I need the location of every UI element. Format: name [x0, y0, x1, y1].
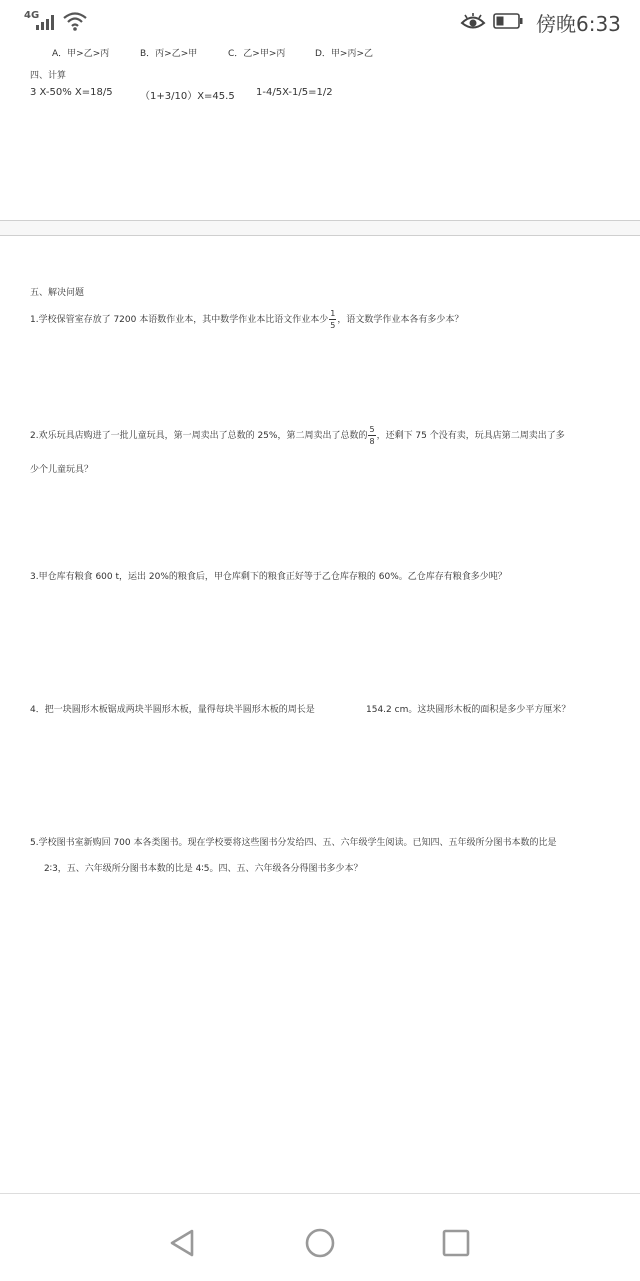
equation-1: 3 X-50% X=18/5 [30, 87, 113, 98]
section4-title: 四、计算 [30, 71, 67, 81]
fraction-numerator: 1 [330, 309, 336, 318]
fraction-five-eighths [368, 424, 375, 447]
choice-c: C．乙>甲>丙 [228, 49, 286, 59]
question-2-text-b: ，还剩下 75 个没有卖，玩具店第二周卖出了多 [376, 431, 565, 441]
back-button[interactable] [165, 1226, 199, 1260]
equation-2: （1+3/10）X=45.5 [140, 91, 235, 102]
question-3: 3.甲仓库有粮食 600 t，运出 20%的粮食后，甲仓库剩下的粮食正好等于乙仓库存粮的 60%。乙仓库存有粮食多少吨？ [30, 572, 507, 582]
fraction-denominator: 8 [369, 437, 375, 446]
question-2 [30, 424, 565, 447]
question-2-text-a: 2.欢乐玩具店购进了一批儿童玩具，第一周卖出了总数的 25%，第二周卖出了总数的 [30, 431, 368, 441]
network-type: 4G [24, 10, 40, 21]
fraction-numerator: 5 [369, 425, 375, 434]
battery-icon [493, 13, 523, 29]
equation-3: 1-4/5X-1/5=1/2 [256, 87, 333, 98]
section5-title: 五、解决问题 [30, 288, 85, 298]
question-5-line-1: 5.学校图书室新购回 700 本各类图书。现在学校要将这些图书分发给四、五、六年级学生阅读。已知四、五年级所分图书本数的比是 [30, 838, 557, 848]
status-bar [0, 0, 640, 44]
signal-icon [36, 14, 58, 30]
question-4-part-2: 154.2 cm。这块圆形木板的面积是多少平方厘米？ [366, 705, 571, 715]
wifi-icon [62, 10, 88, 32]
question-1 [30, 308, 463, 331]
fraction-one-fifth [329, 308, 336, 331]
question-5-line-2: 2∶3，五、六年级所分图书本数的比是 4∶5。四、五、六年级各分得图书多少本？ [44, 864, 363, 874]
clock: 傍晚6:33 [536, 12, 621, 36]
fraction-denominator: 5 [330, 321, 336, 330]
question-4-part-1: 4．把一块圆形木板锯成两块半圆形木板，量得每块半圆形木板的周长是 [30, 705, 315, 715]
choice-d: D．甲>丙>乙 [315, 49, 374, 59]
eye-icon [460, 12, 486, 32]
question-1-text-a: 1.学校保管室存放了 7200 本语数作业本，其中数学作业本比语文作业本少 [30, 315, 329, 325]
question-2-line-2: 少个儿童玩具？ [30, 465, 94, 475]
choice-a: A．甲>乙>丙 [52, 49, 110, 59]
choice-b: B．丙>乙>甲 [140, 49, 198, 59]
home-button[interactable] [303, 1226, 337, 1260]
question-1-text-b: ，语文数学作业本各有多少本？ [337, 315, 464, 325]
recents-button[interactable] [439, 1226, 473, 1260]
page-break [0, 220, 640, 236]
navigation-bar [0, 1193, 640, 1281]
